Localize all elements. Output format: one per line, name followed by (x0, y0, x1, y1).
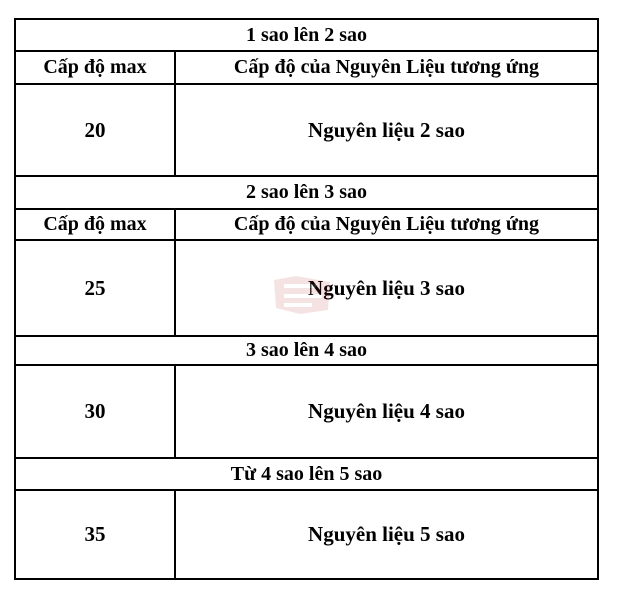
material-value: Nguyên liệu 4 sao (308, 399, 465, 423)
header-row (16, 52, 597, 85)
max-level-value: 20 (16, 85, 176, 175)
section-title-row (16, 459, 597, 491)
section-title: 3 sao lên 4 sao (245, 339, 368, 361)
header-material-level: Cấp độ của Nguyên Liệu tương ứng (233, 213, 540, 235)
table-row (16, 366, 597, 459)
section-title: Từ 4 sao lên 5 sao (230, 462, 383, 485)
header-max-level: Cấp độ max (16, 210, 176, 239)
material-value: Nguyên liệu 2 sao (308, 117, 465, 142)
section-title-row (16, 337, 597, 366)
section-title-row (16, 177, 597, 210)
max-level-value: 30 (16, 366, 176, 457)
header-material-level: Cấp độ của Nguyên Liệu tương ứng (233, 56, 540, 78)
section-title: 1 sao lên 2 sao (245, 23, 368, 46)
max-level-value: 35 (16, 491, 176, 578)
material-value: Nguyên liệu 3 sao (308, 275, 465, 300)
header-row (16, 210, 597, 241)
section-title: 2 sao lên 3 sao (245, 181, 368, 203)
watermark-logo-icon (266, 272, 338, 318)
material-value: Nguyên liệu 5 sao (308, 522, 465, 546)
table-row (16, 85, 597, 177)
max-level-value: 25 (16, 241, 176, 335)
table-row (16, 491, 597, 578)
header-max-level: Cấp độ max (16, 52, 176, 83)
section-title-row (16, 20, 597, 52)
